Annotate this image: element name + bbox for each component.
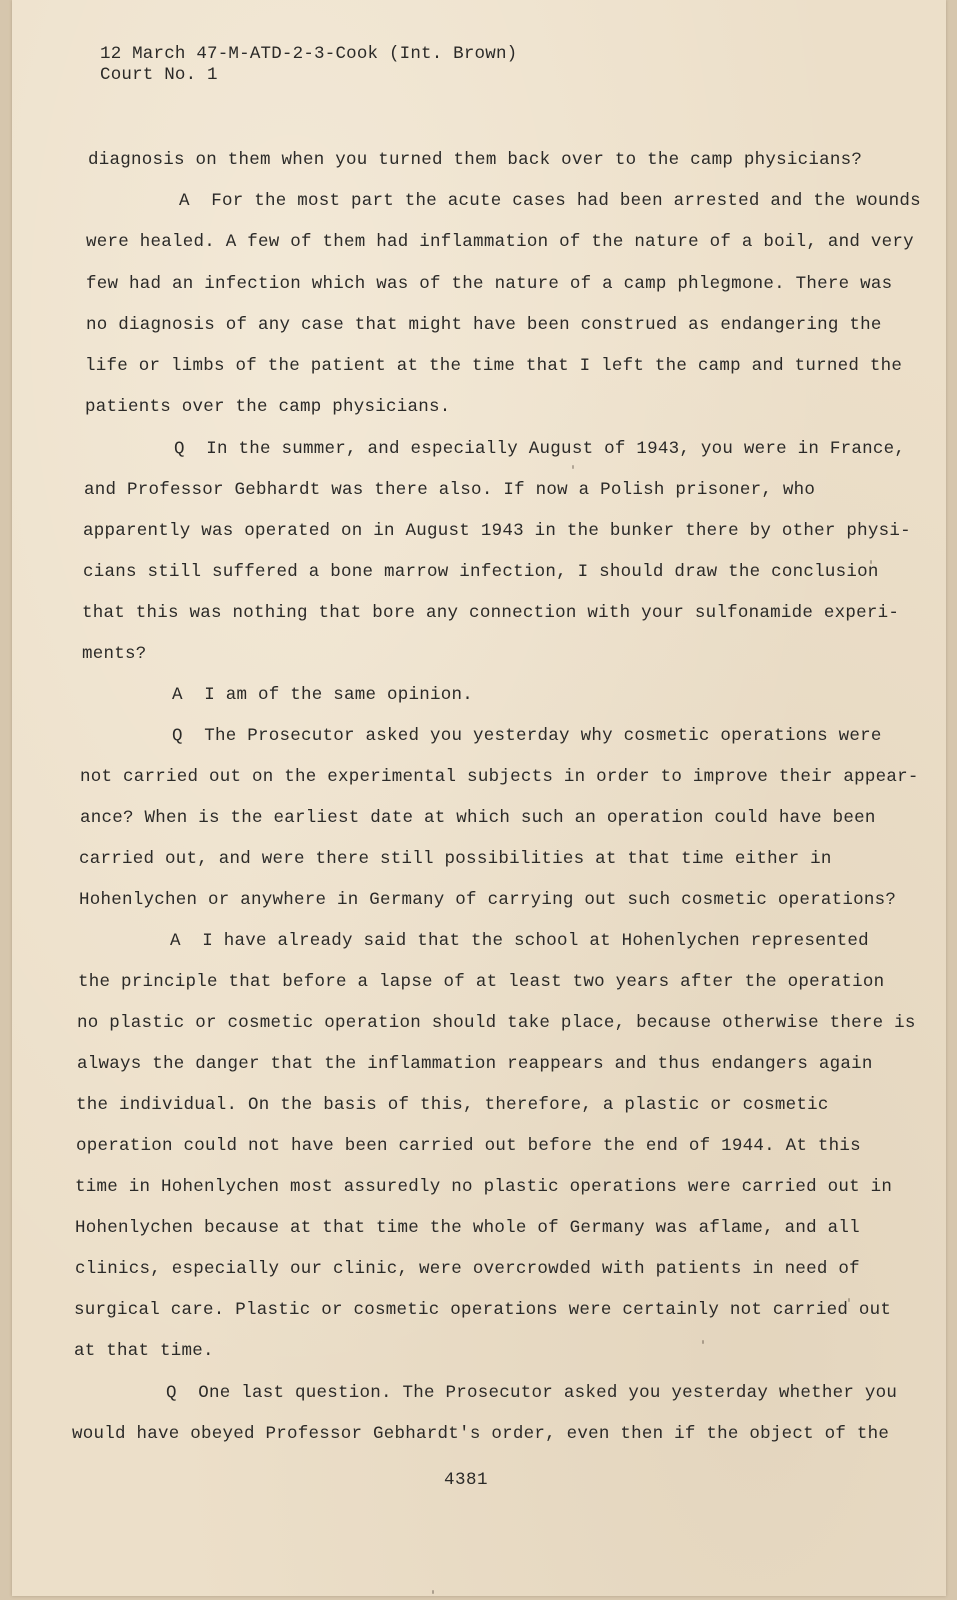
body-line-answer: A I am of the same opinion. [172,685,474,705]
body-line: that this was nothing that bore any connection with your sulfonamide experi- [82,603,900,623]
body-line-question: Q The Prosecutor asked you yesterday why cosmetic operations were [172,726,882,746]
document-page [12,0,946,1596]
body-line: ments? [82,644,147,664]
body-line: operation could not have been carried out before the end of 1944. At this [76,1136,861,1156]
body-line: the individual. On the basis of this, therefore, a plastic or cosmetic [76,1095,829,1115]
body-line-answer: A I have already said that the school at Hohenlychen represented [170,931,869,951]
body-line: clinics, especially our clinic, were overcrowded with patients in need of [75,1259,860,1279]
body-line: diagnosis on them when you turned them back over to the camp physicians? [88,150,863,170]
paper-speck [572,465,574,469]
header-case-reference: 12 March 47-M-ATD-2-3-Cook (Int. Brown) [100,44,518,64]
body-line: cians still suffered a bone marrow infection, I should draw the conclusion [83,562,879,582]
body-line: surgical care. Plastic or cosmetic operations were certainly not carried out [74,1300,892,1320]
body-line: life or limbs of the patient at the time that I left the camp and turned the [85,356,903,376]
paper-speck [432,1590,434,1594]
body-line: ance? When is the earliest date at which such an operation could have been [80,808,876,828]
body-line-answer: A For the most part the acute cases had been arrested and the wounds [179,191,921,211]
body-line-question: Q In the summer, and especially August of 1943, you were in France, [174,439,906,459]
body-line: would have obeyed Professor Gebhardt's order, even then if the object of the [72,1424,890,1444]
header-court-number: Court No. 1 [100,65,218,85]
body-line: time in Hohenlychen most assuredly no plastic operations were carried out in [75,1177,893,1197]
body-line: no plastic or cosmetic operation should take place, because otherwise there is [77,1013,916,1033]
body-line: Hohenlychen because at that time the whole of Germany was aflame, and all [75,1218,860,1238]
document-header [100,44,517,86]
body-line: patients over the camp physicians. [85,397,451,417]
body-line: carried out, and were there still possibilities at that time either in [79,849,832,869]
body-line: and Professor Gebhardt was there also. If now a Polish prisoner, who [84,480,816,500]
body-line: Hohenlychen or anywhere in Germany of carrying out such cosmetic operations? [79,890,897,910]
paper-speck [848,1298,850,1302]
body-line-question: Q One last question. The Prosecutor asked you yesterday whether you [166,1383,898,1403]
body-line: few had an infection which was of the nature of a camp phlegmone. There was [86,274,893,294]
page-number: 4381 [444,1470,489,1490]
paper-speck [870,560,872,564]
paper-speck [702,1340,704,1344]
body-line: always the danger that the inflammation reappears and thus endangers again [77,1054,873,1074]
body-line: the principle that before a lapse of at least two years after the operation [78,972,885,992]
body-line: apparently was operated on in August 1943 in the bunker there by other physi- [83,521,911,541]
body-line: were healed. A few of them had inflammation of the nature of a boil, and very [86,232,914,252]
body-line: no diagnosis of any case that might have been construed as endangering the [86,315,882,335]
body-line: not carried out on the experimental subjects in order to improve their appear- [80,767,919,787]
body-line: at that time. [74,1341,214,1361]
